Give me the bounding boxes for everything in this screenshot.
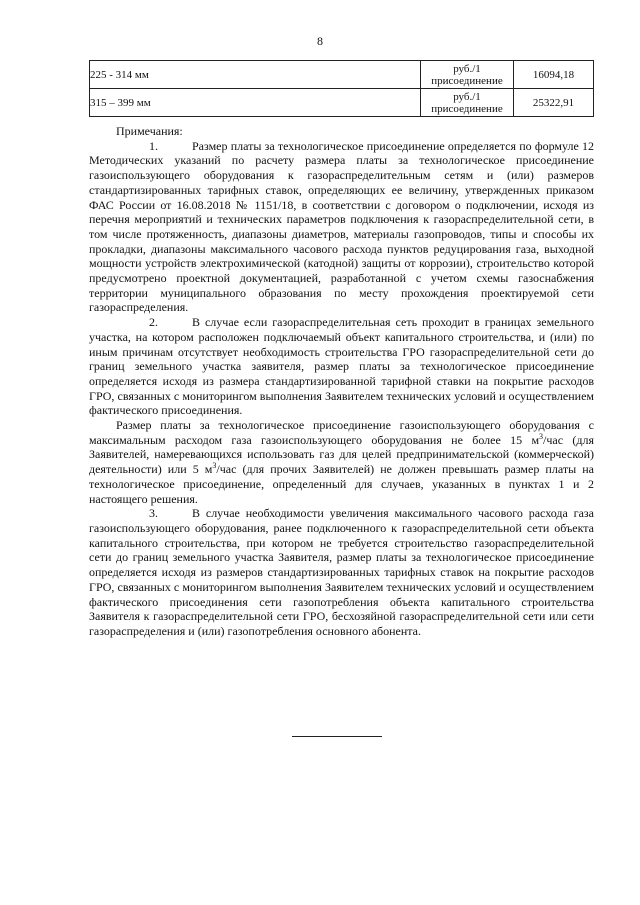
diameter-range-cell: 225 - 314 мм [90,61,421,89]
unit-cell [421,61,514,89]
table-row [90,89,594,117]
superscript: 3 [539,431,544,441]
note-paragraph-4 [89,506,594,638]
note-text: Размер платы за технологическое присоединение газоиспользующего оборудования с максимальным расходом газа газоиспользующего оборудования не более 15 м [89,418,594,447]
note-number: 2. [149,315,158,330]
diameter-range-cell: 315 – 399 мм [90,89,421,117]
note-paragraph-2 [89,315,594,418]
unit-cell [421,89,514,117]
note-text: Размер платы за технологическое присоединение определяется по формуле 12 Методических указаний по расчету размера платы за технологическое присоединение газоиспользующего оборудования к газораспределительным сетям и (или) размеров стандартизированных тарифных ставок, определяющих ее величину, утвержденных приказом ФАС России от 16.08.2018 № 1151/18, в соответствии с договором о подключении, исходя из перечня мероприятий и технических параметров подключения к газораспределительной сети, в том числе протяженность, диапазоны диаметров, материалы газопроводов, типы и способы их прокладки, диапазоны максимального часового расхода пунктов редуцирования газа, выходной мощности устройств электрохимической (катодной) защиты от коррозии), строительство которой предусмотрено проектной документацией, разработанной с учетом схемы газоснабжения территории муниципального образования по месту прохождения проектируемой сети газораспределения. [89,138,594,315]
rate-value-cell: 25322,91 [514,89,594,117]
note-text: В случае если газораспределительная сеть проходит в границах земельного участка, на котором расположен подключаемый объект капитального строительства, и (или) по иным причинам отсутствует необходимость строительства ГРО газораспределительной сети до границ земельного участка заявителя, размер платы за технологическое присоединение определяется исходя из размера стандартизированной тарифной ставки на покрытие расходов ГРО, связанных с мониторингом выполнения Заявителем технических условий и осуществлением фактического присоединения. [89,315,594,418]
closing-divider [292,736,382,737]
note-text: В случае необходимости увеличения максимального часового расхода газа газоиспользующего оборудования, ранее подключенного к газораспределительной сети объекта капитального строительства, при котором не требуется строительство газораспределительной сети до границ земельного участка Заявителя, размер платы за технологическое присоединение определяется исходя из размеров стандартизированных тарифных ставок на покрытие расходов ГРО, связанных с мониторингом выполнения Заявителем технических условий и осуществлением фактического присоединения сети газопотребления объекта капитального строительства Заявителя к газораспределительной сети ГРО, бесхозяйной газораспределительной сети или сети газораспределения и (или) газопотребления основного абонента. [89,506,594,638]
note-paragraph-3 [89,418,594,506]
page-number: 8 [317,34,323,48]
unit-line: присоединение [431,74,503,87]
notes-section [89,124,594,639]
unit-line: руб./1 [453,62,481,75]
note-number: 3. [149,506,158,521]
superscript: 3 [212,461,217,471]
tariff-table [89,60,594,117]
notes-title: Примечания: [116,124,183,138]
note-text: /час (для Заявителей, намеревающихся использовать газ для целей предпринимательской (коммерческой) деятельности) или 5 м [89,432,594,477]
unit-line: руб./1 [453,90,481,103]
rate-value-cell: 16094,18 [514,61,594,89]
table-row [90,61,594,89]
note-number: 1. [149,138,158,153]
unit-line: присоединение [431,102,503,115]
note-text: /час (для прочих Заявителей) не должен превышать размер платы на технологическое присоединение, определенный для случаев, указанных в пунктах 1 и 2 настоящего решения. [89,462,594,506]
note-paragraph-1 [89,139,594,315]
